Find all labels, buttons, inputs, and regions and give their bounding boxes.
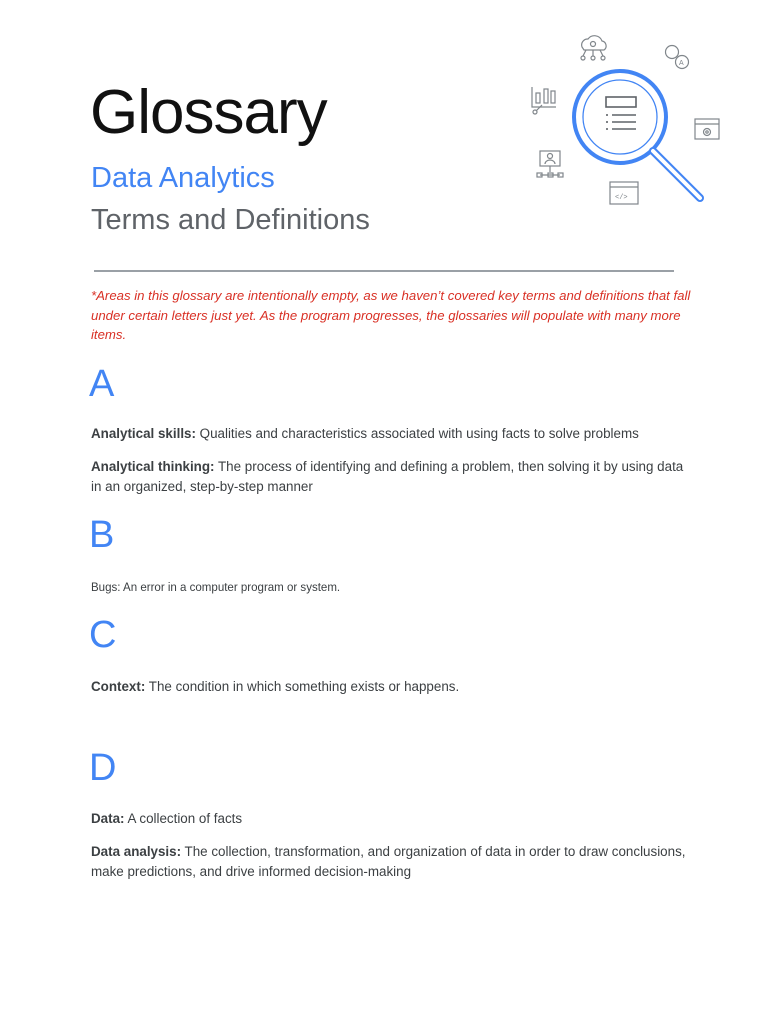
section-letter-a: A	[89, 363, 115, 405]
section-subtitle: Terms and Definitions	[91, 204, 370, 236]
glossary-definition: A collection of facts	[124, 811, 243, 826]
course-subtitle: Data Analytics	[91, 162, 275, 194]
chart-icon	[532, 87, 556, 114]
hero-illustration	[520, 25, 740, 215]
glossary-term: Analytical thinking:	[91, 459, 215, 474]
chat-bubbles-icon	[666, 46, 689, 69]
section-letter-c: C	[89, 614, 117, 656]
header-divider	[94, 270, 674, 272]
disclaimer-note: *Areas in this glossary are intentionally empty, as we haven’t covered key terms and definitions that fall under certain letters just yet. As the program progresses, the glossaries will populate with many more items.	[91, 288, 691, 342]
glossary-entry	[91, 424, 691, 444]
glossary-definition: The condition in which something exists or happens.	[145, 679, 460, 694]
glossary-definition: The process of identifying and defining a problem, then solving it by using data in an organized, step-by-step manner	[91, 459, 684, 494]
glossary-entry	[91, 677, 691, 697]
glossary-entry	[91, 457, 691, 497]
glossary-term: Context:	[91, 679, 146, 694]
section-letter-b: B	[89, 514, 115, 556]
svg-text:</>: </>	[615, 194, 628, 202]
user-network-icon	[537, 151, 563, 177]
glossary-definition: Bugs: An error in a computer program or system.	[91, 580, 341, 594]
glossary-entry	[91, 809, 691, 829]
document-icon	[606, 97, 636, 129]
glossary-term: Data analysis:	[91, 844, 182, 859]
svg-text:A: A	[679, 60, 684, 67]
glossary-definition: Qualities and characteristics associated with using facts to solve problems	[195, 426, 639, 441]
settings-window-icon	[695, 119, 719, 139]
glossary-term: Data:	[91, 811, 125, 826]
section-letter-d: D	[89, 747, 117, 789]
glossary-entry	[91, 577, 649, 597]
code-window-icon	[610, 182, 638, 204]
glossary-term: Analytical skills:	[91, 426, 196, 441]
glossary-entry	[91, 842, 691, 882]
page-title: Glossary	[90, 78, 327, 147]
glossary-definition: The collection, transformation, and organization of data in order to draw conclusions, make predictions, and drive informed decision-making	[91, 844, 686, 879]
cloud-network-icon	[581, 36, 606, 60]
